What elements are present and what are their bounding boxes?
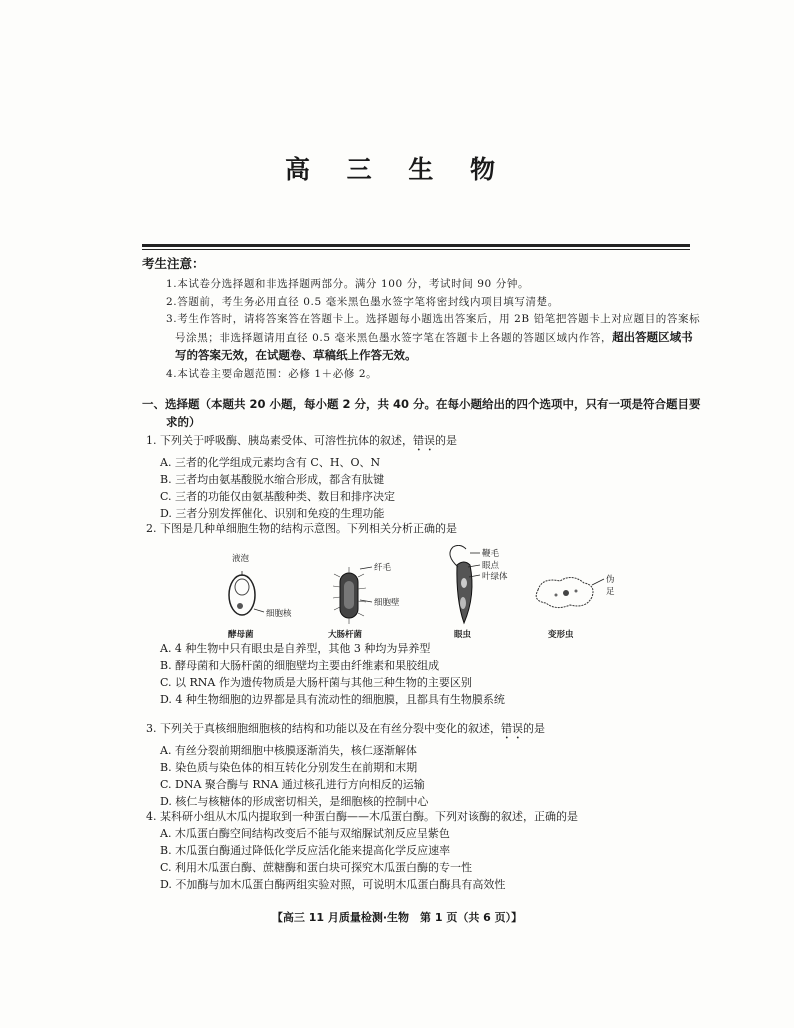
question-4-option-b: B. 木瓜蛋白酶通过降低化学反应活化能来提高化学反应速率 (160, 844, 451, 857)
section-heading-line2: 求的） (166, 415, 201, 429)
notice-item-1: 1.本试卷分选择题和非选择题两部分。满分 100 分，考试时间 90 分钟。 (166, 278, 530, 290)
question-2 (146, 520, 706, 537)
question-2-option-d: D. 4 种生物细胞的边界都是具有流动性的细胞膜，且都具有生物膜系统 (160, 693, 505, 706)
notice-item-4: 4.本试卷主要命题范围：必修 1＋必修 2。 (166, 367, 378, 380)
notice-item-3-text: 3.考生作答时，请将答案答在答题卡上。选择题每小题选出答案后，用 2B 铅笔把答题卡上对应题目的答案标号涂黑；非选择题请用直径 0.5 毫米黑色墨水签字笔在答题卡上各题的答题区域内作答， (166, 313, 701, 344)
notice-item-3-bold: 超出答题区域书写的答案无效，在试题卷、草稿纸上作答无效。 (175, 329, 693, 362)
label-vacuole: 液泡 (232, 554, 250, 564)
label-cell-wall: 细胞壁 (374, 598, 400, 608)
question-1-stem-post: 的是 (435, 434, 457, 447)
figure-svg (220, 545, 620, 640)
label-yeast: 酵母菌 (228, 630, 254, 640)
question-1-option-d: D. 三者分别发挥催化、识别和免疫的生理功能 (160, 507, 385, 520)
label-amoeba: 变形虫 (548, 630, 574, 640)
e-coli-illustration (333, 567, 372, 624)
question-2-stem: 2. 下图是几种单细胞生物的结构示意图。下列相关分析正确的是 (146, 522, 457, 535)
notice-item-2: 2.答题前，考生务必用直径 0.5 毫米黑色墨水签字笔将密封线内项目填写清楚。 (166, 295, 559, 308)
question-3-option-d: D. 核仁与核糖体的形成密切相关，是细胞核的控制中心 (160, 795, 429, 808)
question-1-option-c: C. 三者的功能仅由氨基酸种类、数目和排序决定 (160, 490, 396, 503)
label-flagellum: 鞭毛 (482, 549, 500, 559)
question-3-stem-pre: 3. 下列关于真核细胞细胞核的结构和功能以及在有丝分裂中变化的叙述， (146, 722, 501, 735)
question-3-stem-post: 的是 (523, 722, 545, 735)
label-e-coli: 大肠杆菌 (328, 630, 363, 640)
divider-thick (142, 244, 690, 247)
question-2-option-b: B. 酵母菌和大肠杆菌的细胞壁均主要由纤维素和果胶组成 (160, 659, 440, 672)
notice-item-3 (142, 311, 702, 366)
question-3-stem (146, 720, 706, 742)
question-2-options (146, 640, 706, 708)
amoeba-illustration (536, 577, 604, 607)
question-1-stem-emph: 错误 (413, 434, 435, 447)
question-4-option-c: C. 利用木瓜蛋白酶、蔗糖酶和蛋白块可探究木瓜蛋白酶的专一性 (160, 861, 473, 874)
label-cilia: 纤毛 (374, 563, 392, 573)
question-3-option-c: C. DNA 聚合酶与 RNA 通过核孔进行方向相反的运输 (160, 778, 425, 791)
question-1-option-a: A. 三者的化学组成元素均含有 C、H、O、N (160, 456, 381, 469)
euglena-illustration (450, 545, 480, 623)
question-1-stem (146, 432, 706, 454)
label-pseudopod: 伪足 (606, 575, 615, 597)
label-eyespot: 眼点 (482, 561, 500, 571)
label-chloroplast: 叶绿体 (482, 572, 508, 582)
single-cell-organisms-figure (220, 545, 620, 640)
candidate-notice (142, 254, 702, 383)
question-3-stem-emph: 错误 (501, 722, 523, 735)
question-4-option-d: D. 不加酶与加木瓜蛋白酶两组实验对照，可说明木瓜蛋白酶具有高效性 (160, 878, 506, 891)
yeast-illustration (229, 571, 264, 615)
label-nucleus: 细胞核 (266, 609, 292, 619)
label-euglena: 眼虫 (454, 630, 472, 640)
question-3-option-b: B. 染色质与染色体的相互转化分别发生在前期和末期 (160, 761, 418, 774)
question-3-option-a: A. 有丝分裂前期细胞中核膜逐渐消失，核仁逐渐解体 (160, 744, 417, 757)
question-1-stem-pre: 1. 下列关于呼吸酶、胰岛素受体、可溶性抗体的叙述， (146, 434, 413, 447)
question-2-option-a: A. 4 种生物中只有眼虫是自养型，其他 3 种均为异养型 (160, 642, 431, 655)
notice-heading: 考生注意： (142, 256, 205, 271)
question-4 (146, 808, 706, 893)
question-3 (146, 720, 706, 810)
section-heading-line1: 一、选择题（本题共 20 小题，每小题 2 分，共 40 分。在每小题给出的四个选项中，只有一项是符合题目要 (142, 397, 701, 411)
question-2-option-c: C. 以 RNA 作为遗传物质是大肠杆菌与其他三种生物的主要区别 (160, 676, 472, 689)
question-1-option-b: B. 三者均由氨基酸脱水缩合形成，都含有肽键 (160, 473, 385, 486)
divider-thin (142, 249, 690, 250)
question-1 (146, 432, 706, 522)
question-4-option-a: A. 木瓜蛋白酶空间结构改变后不能与双缩脲试剂反应呈紫色 (160, 827, 450, 840)
page-title: 高 三 生 物 (284, 155, 510, 184)
page-footer: 【高三 11 月质量检测·生物 第 1 页（共 6 页）】 (271, 911, 523, 924)
question-4-stem: 4. 某科研小组从木瓜内提取到一种蛋白酶——木瓜蛋白酶。下列对该酶的叙述，正确的是 (146, 810, 578, 823)
section-heading (142, 395, 702, 431)
